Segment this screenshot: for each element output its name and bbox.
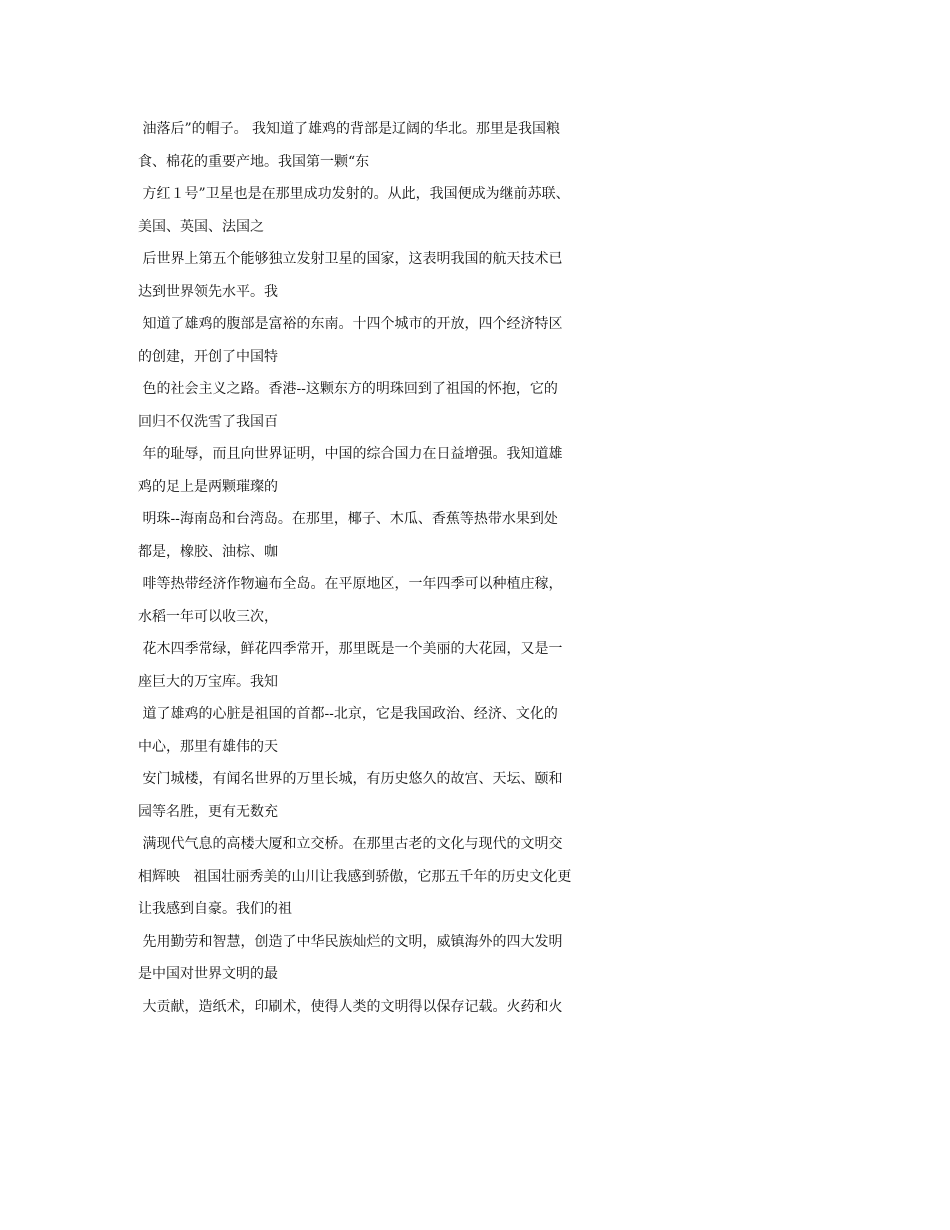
text-line: 达到世界领先水平。我 (138, 283, 278, 300)
text-line: 都是，橡胶、油棕、咖 (138, 543, 278, 560)
body-text (138, 113, 838, 1023)
text-line: 后世界上第五个能够独立发射卫星的国家，这表明我国的航天技术已 (138, 251, 563, 267)
text-line: 知道了雄鸡的腹部是富裕的东南。十四个城市的开放，四个经济特区 (138, 316, 563, 332)
text-line: 满现代气息的高楼大厦和立交桥。在那里古老的文化与现代的文明交 (138, 836, 563, 852)
text-line: 明珠--海南岛和台湾岛。在那里，椰子、木瓜、香蕉等热带水果到处 (138, 511, 558, 527)
text-line: 大贡献，造纸术，印刷术，使得人类的文明得以保存记载。火药和火 (138, 998, 563, 1015)
text-line: 水稻一年可以收三次， (138, 608, 278, 625)
text-line: 道了雄鸡的心脏是祖国的首都--北京，它是我国政治、经济、文化的 (138, 706, 558, 722)
text-line: 油落后”的帽子。 我知道了雄鸡的背部是辽阔的华北。那里是我国粮 (138, 121, 561, 137)
text-line: 美国、英国、法国之 (138, 218, 264, 235)
text-line: 先用勤劳和智慧，创造了中华民族灿烂的文明，威镇海外的四大发明 (138, 933, 563, 950)
text-line: 园等名胜，更有无数充 (138, 803, 278, 820)
text-line: 安门城楼，有闻名世界的万里长城，有历史悠久的故宫、天坛、颐和 (138, 771, 563, 787)
text-line: 的创建，开创了中国特 (138, 348, 278, 365)
text-line: 啡等热带经济作物遍布全岛。在平原地区，一年四季可以种植庄稼， (138, 576, 563, 592)
text-line: 年的耻辱，而且向世界证明，中国的综合国力在日益增强。我知道雄 (138, 446, 563, 462)
text-line: 座巨大的万宝库。我知 (138, 673, 278, 690)
text-line: 鸡的足上是两颗璀璨的 (138, 478, 278, 495)
text-line: 色的社会主义之路。香港--这颗东方的明珠回到了祖国的怀抱，它的 (138, 381, 558, 397)
text-line: 食、棉花的重要产地。我国第一颗“东 (138, 153, 370, 170)
text-line: 相辉映 祖国壮丽秀美的山川让我感到骄傲，它那五千年的历史文化更 (138, 868, 572, 885)
text-line: 让我感到自豪。我们的祖 (138, 901, 292, 917)
text-line: 花木四季常绿，鲜花四季常开，那里既是一个美丽的大花园，又是一 (138, 641, 563, 657)
text-line: 是中国对世界文明的最 (138, 966, 278, 982)
text-line: 中心，那里有雄伟的天 (138, 738, 278, 755)
text-line: 方红１号”卫星也是在那里成功发射的。从此，我国便成为继前苏联、 (138, 186, 570, 202)
text-line: 回归不仅洗雪了我国百 (138, 413, 278, 430)
